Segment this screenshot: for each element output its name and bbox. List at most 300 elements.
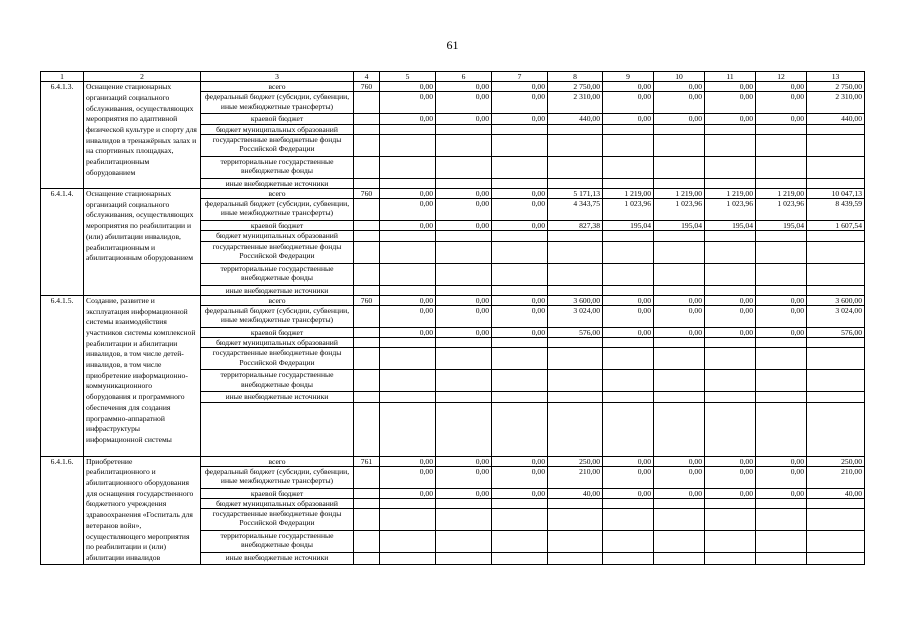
funding-source: иные внебюджетные источники [201, 178, 354, 188]
value-cell-empty [807, 134, 865, 156]
value-cell: 195,04 [654, 221, 705, 231]
value-cell: 576,00 [807, 328, 865, 338]
value-cell: 0,00 [654, 82, 705, 92]
value-cell: 1 023,96 [705, 199, 756, 221]
value-cell-empty [603, 285, 654, 295]
value-cell: 0,00 [436, 221, 492, 231]
budget-code-empty [354, 306, 380, 328]
value-cell: 1 023,96 [603, 199, 654, 221]
value-cell-empty [603, 231, 654, 241]
value-cell-empty [603, 370, 654, 392]
value-cell-empty [492, 338, 548, 348]
funding-source: бюджет муниципальных образований [201, 338, 354, 348]
budget-code-empty [354, 231, 380, 241]
value-cell-empty [705, 156, 756, 178]
value-cell-empty [705, 370, 756, 392]
value-cell-empty [654, 499, 705, 509]
value-cell: 0,00 [756, 295, 807, 305]
value-cell: 195,04 [705, 221, 756, 231]
value-cell-empty [548, 499, 603, 509]
value-cell-empty [492, 231, 548, 241]
budget-code-empty [354, 348, 380, 370]
budget-code-empty [354, 338, 380, 348]
value-cell: 0,00 [436, 466, 492, 488]
value-cell: 0,00 [756, 328, 807, 338]
value-cell: 0,00 [756, 92, 807, 114]
value-cell: 0,00 [654, 466, 705, 488]
value-cell-empty [705, 285, 756, 295]
value-cell-empty [654, 348, 705, 370]
value-cell-empty [705, 134, 756, 156]
funding-source: государственные внебюджетные фонды Российской Федерации [201, 509, 354, 531]
value-cell-empty [705, 124, 756, 134]
value-cell: 0,00 [380, 456, 436, 466]
header-cell: 1 [41, 72, 84, 82]
value-cell-empty [603, 509, 654, 531]
value-cell: 0,00 [756, 456, 807, 466]
value-cell: 0,00 [492, 82, 548, 92]
value-cell-empty [807, 348, 865, 370]
value-cell-empty [201, 402, 354, 456]
budget-code: 760 [354, 82, 380, 92]
value-cell-empty [654, 509, 705, 531]
header-cell: 8 [548, 72, 603, 82]
table-row [41, 189, 865, 199]
value-cell-empty [654, 124, 705, 134]
value-cell-empty [492, 509, 548, 531]
value-cell: 0,00 [654, 456, 705, 466]
value-cell: 0,00 [492, 488, 548, 498]
funding-source: федеральный бюджет (субсидии, субвенции, иные межбюджетные трансферты) [201, 199, 354, 221]
value-cell: 210,00 [807, 466, 865, 488]
value-cell-empty [807, 241, 865, 263]
value-cell-empty [807, 402, 865, 456]
value-cell: 2 750,00 [548, 82, 603, 92]
value-cell: 0,00 [492, 92, 548, 114]
value-cell-empty [603, 338, 654, 348]
value-cell: 0,00 [380, 189, 436, 199]
value-cell: 0,00 [436, 189, 492, 199]
value-cell: 0,00 [705, 456, 756, 466]
value-cell: 1 219,00 [654, 189, 705, 199]
value-cell: 0,00 [705, 82, 756, 92]
funding-source: краевой бюджет [201, 488, 354, 498]
value-cell-empty [380, 509, 436, 531]
value-cell-empty [380, 241, 436, 263]
value-cell: 250,00 [807, 456, 865, 466]
row-name: Приобретение реабилитационного и абилитационного оборудования для оснащения государственного бюджетного учреждения здравоохранения «Госпиталь для ветеранов войн», осуществляющего мероприятия по реабилитации и (или) абилитации инвалидов [84, 456, 201, 564]
value-cell-empty [756, 231, 807, 241]
budget-table [40, 71, 865, 565]
value-cell: 0,00 [436, 114, 492, 124]
value-cell: 1 219,00 [603, 189, 654, 199]
funding-source: иные внебюджетные источники [201, 392, 354, 402]
value-cell-empty [705, 338, 756, 348]
budget-code-empty [354, 488, 380, 498]
value-cell-empty [603, 402, 654, 456]
value-cell: 0,00 [603, 92, 654, 114]
value-cell-empty [705, 499, 756, 509]
value-cell: 0,00 [603, 488, 654, 498]
value-cell-empty [380, 124, 436, 134]
budget-code-empty [354, 241, 380, 263]
value-cell-empty [548, 392, 603, 402]
value-cell: 0,00 [492, 114, 548, 124]
value-cell-empty [380, 285, 436, 295]
value-cell: 0,00 [380, 82, 436, 92]
value-cell-empty [380, 263, 436, 285]
value-cell-empty [436, 231, 492, 241]
value-cell-empty [756, 134, 807, 156]
value-cell-empty [436, 338, 492, 348]
value-cell: 195,04 [603, 221, 654, 231]
value-cell: 0,00 [756, 306, 807, 328]
value-cell-empty [654, 338, 705, 348]
value-cell-empty [548, 402, 603, 456]
value-cell: 2 750,00 [807, 82, 865, 92]
value-cell: 0,00 [436, 306, 492, 328]
value-cell-empty [380, 231, 436, 241]
value-cell-empty [492, 156, 548, 178]
header-cell: 5 [380, 72, 436, 82]
value-cell-empty [705, 348, 756, 370]
funding-source: государственные внебюджетные фонды Российской Федерации [201, 348, 354, 370]
value-cell-empty [436, 134, 492, 156]
value-cell-empty [492, 285, 548, 295]
funding-source: всего [201, 456, 354, 466]
value-cell: 0,00 [436, 488, 492, 498]
table-row [41, 295, 865, 305]
value-cell-empty [807, 285, 865, 295]
value-cell-empty [380, 156, 436, 178]
header-row [41, 72, 865, 82]
value-cell-empty [436, 348, 492, 370]
value-cell-empty [756, 499, 807, 509]
funding-source: бюджет муниципальных образований [201, 124, 354, 134]
value-cell-empty [492, 348, 548, 370]
value-cell: 0,00 [492, 328, 548, 338]
value-cell: 0,00 [603, 114, 654, 124]
value-cell-empty [807, 231, 865, 241]
value-cell: 2 310,00 [548, 92, 603, 114]
value-cell: 0,00 [654, 488, 705, 498]
value-cell-empty [436, 402, 492, 456]
budget-code-empty [354, 392, 380, 402]
value-cell: 250,00 [548, 456, 603, 466]
value-cell: 0,00 [705, 488, 756, 498]
value-cell-empty [380, 402, 436, 456]
header-cell: 3 [201, 72, 354, 82]
value-cell-empty [492, 241, 548, 263]
value-cell: 0,00 [380, 328, 436, 338]
value-cell: 1 219,00 [705, 189, 756, 199]
funding-source: государственные внебюджетные фонды Российской Федерации [201, 241, 354, 263]
value-cell-empty [548, 124, 603, 134]
value-cell-empty [705, 402, 756, 456]
value-cell: 0,00 [380, 295, 436, 305]
header-cell: 4 [354, 72, 380, 82]
funding-source: федеральный бюджет (субсидии, субвенции, иные межбюджетные трансферты) [201, 306, 354, 328]
value-cell-empty [654, 531, 705, 553]
value-cell-empty [756, 402, 807, 456]
value-cell: 0,00 [380, 306, 436, 328]
funding-source: краевой бюджет [201, 221, 354, 231]
value-cell: 10 047,13 [807, 189, 865, 199]
budget-code-empty [354, 553, 380, 564]
header-cell: 13 [807, 72, 865, 82]
budget-code: 760 [354, 189, 380, 199]
value-cell-empty [436, 509, 492, 531]
budget-code-empty [354, 509, 380, 531]
funding-source: территориальные государственные внебюджетные фонды [201, 370, 354, 392]
value-cell-empty [436, 124, 492, 134]
value-cell-empty [654, 402, 705, 456]
value-cell-empty [705, 531, 756, 553]
budget-code-empty [354, 124, 380, 134]
value-cell: 0,00 [436, 295, 492, 305]
value-cell: 0,00 [756, 488, 807, 498]
value-cell-empty [603, 263, 654, 285]
funding-source: территориальные государственные внебюджетные фонды [201, 263, 354, 285]
value-cell-empty [548, 509, 603, 531]
value-cell-empty [380, 370, 436, 392]
value-cell-empty [548, 263, 603, 285]
value-cell-empty [603, 392, 654, 402]
value-cell: 0,00 [436, 456, 492, 466]
funding-source: всего [201, 82, 354, 92]
value-cell-empty [380, 499, 436, 509]
value-cell-empty [548, 553, 603, 564]
budget-code: 761 [354, 456, 380, 466]
value-cell-empty [705, 231, 756, 241]
header-cell: 12 [756, 72, 807, 82]
value-cell-empty [436, 241, 492, 263]
value-cell-empty [756, 338, 807, 348]
value-cell: 0,00 [705, 306, 756, 328]
funding-source: иные внебюджетные источники [201, 285, 354, 295]
header-cell: 11 [705, 72, 756, 82]
budget-code-empty [354, 199, 380, 221]
value-cell: 1 219,00 [756, 189, 807, 199]
value-cell: 0,00 [380, 114, 436, 124]
value-cell: 0,00 [603, 456, 654, 466]
funding-source: иные внебюджетные источники [201, 553, 354, 564]
value-cell-empty [807, 370, 865, 392]
value-cell-empty [756, 348, 807, 370]
value-cell: 0,00 [380, 221, 436, 231]
value-cell-empty [436, 156, 492, 178]
value-cell-empty [548, 338, 603, 348]
value-cell-empty [492, 392, 548, 402]
value-cell: 576,00 [548, 328, 603, 338]
value-cell: 0,00 [654, 328, 705, 338]
value-cell-empty [492, 263, 548, 285]
value-cell-empty [548, 178, 603, 188]
value-cell-empty [807, 263, 865, 285]
value-cell-empty [705, 178, 756, 188]
value-cell-empty [436, 499, 492, 509]
value-cell-empty [654, 263, 705, 285]
funding-source: бюджет муниципальных образований [201, 499, 354, 509]
row-name: Создание, развитие и эксплуатация информационной системы взаимодействия участников системы комплексной реабилитации и абилитации инвалидов, в том числе детей-инвалидов, в том числе приобретение информационно-коммуникационного оборудования и программного обеспечения для создания программно-аппаратной инфраструктуры информационной системы [84, 295, 201, 456]
budget-code-empty [354, 531, 380, 553]
value-cell: 0,00 [492, 456, 548, 466]
value-cell-empty [380, 348, 436, 370]
header-cell: 7 [492, 72, 548, 82]
value-cell: 0,00 [603, 295, 654, 305]
value-cell: 0,00 [756, 82, 807, 92]
value-cell: 0,00 [380, 466, 436, 488]
row-name: Оснащение стационарных организаций социального обслуживания, осуществляющих мероприятия по реабилитации и (или) абилитации инвалидов, реабилитационным и абилитационным оборудованием [84, 189, 201, 296]
budget-code-empty [354, 499, 380, 509]
value-cell-empty [756, 392, 807, 402]
budget-code-empty [354, 134, 380, 156]
value-cell-empty [492, 499, 548, 509]
value-cell-empty [807, 156, 865, 178]
value-cell-empty [548, 134, 603, 156]
value-cell: 1 607,54 [807, 221, 865, 231]
value-cell-empty [548, 348, 603, 370]
table-row [41, 82, 865, 92]
value-cell-empty [380, 531, 436, 553]
value-cell-empty [492, 370, 548, 392]
value-cell: 0,00 [492, 199, 548, 221]
value-cell-empty [807, 178, 865, 188]
value-cell-empty [654, 392, 705, 402]
value-cell-empty [436, 392, 492, 402]
funding-source: территориальные государственные внебюджетные фонды [201, 531, 354, 553]
budget-code-empty [354, 156, 380, 178]
row-code: 6.4.1.3. [41, 82, 84, 189]
value-cell-empty [492, 402, 548, 456]
value-cell-empty [654, 285, 705, 295]
value-cell-empty [756, 263, 807, 285]
value-cell-empty [492, 178, 548, 188]
value-cell: 440,00 [548, 114, 603, 124]
value-cell-empty [380, 134, 436, 156]
value-cell: 3 024,00 [548, 306, 603, 328]
value-cell: 0,00 [654, 306, 705, 328]
value-cell-empty [807, 531, 865, 553]
value-cell-empty [548, 241, 603, 263]
value-cell-empty [380, 553, 436, 564]
value-cell: 0,00 [756, 114, 807, 124]
value-cell: 0,00 [436, 82, 492, 92]
value-cell-empty [756, 553, 807, 564]
value-cell-empty [654, 134, 705, 156]
value-cell: 0,00 [380, 199, 436, 221]
value-cell: 0,00 [603, 466, 654, 488]
value-cell: 40,00 [548, 488, 603, 498]
value-cell-empty [436, 178, 492, 188]
value-cell: 0,00 [705, 328, 756, 338]
value-cell-empty [705, 241, 756, 263]
value-cell: 5 171,13 [548, 189, 603, 199]
budget-code-empty [354, 114, 380, 124]
value-cell: 0,00 [492, 306, 548, 328]
value-cell: 0,00 [492, 466, 548, 488]
value-cell-empty [654, 231, 705, 241]
value-cell-empty [380, 392, 436, 402]
value-cell: 8 439,59 [807, 199, 865, 221]
value-cell: 40,00 [807, 488, 865, 498]
value-cell: 440,00 [807, 114, 865, 124]
value-cell-empty [436, 370, 492, 392]
value-cell-empty [603, 553, 654, 564]
funding-source: всего [201, 295, 354, 305]
value-cell: 0,00 [380, 92, 436, 114]
table-row [41, 456, 865, 466]
value-cell-empty [603, 124, 654, 134]
value-cell-empty [436, 531, 492, 553]
value-cell: 0,00 [492, 295, 548, 305]
row-code: 6.4.1.6. [41, 456, 84, 564]
value-cell-empty [654, 553, 705, 564]
value-cell-empty [756, 241, 807, 263]
value-cell: 0,00 [492, 221, 548, 231]
value-cell-empty [756, 531, 807, 553]
row-code: 6.4.1.5. [41, 295, 84, 456]
value-cell-empty [436, 553, 492, 564]
value-cell: 195,04 [756, 221, 807, 231]
value-cell-empty [756, 285, 807, 295]
value-cell: 0,00 [603, 328, 654, 338]
value-cell-empty [603, 499, 654, 509]
value-cell-empty [548, 231, 603, 241]
funding-source: территориальные государственные внебюджетные фонды [201, 156, 354, 178]
value-cell: 4 343,75 [548, 199, 603, 221]
value-cell-empty [807, 553, 865, 564]
value-cell-empty [603, 531, 654, 553]
page-number: 61 [446, 38, 459, 52]
value-cell-empty [603, 156, 654, 178]
funding-source: бюджет муниципальных образований [201, 231, 354, 241]
funding-source: государственные внебюджетные фонды Российской Федерации [201, 134, 354, 156]
budget-code-empty [354, 221, 380, 231]
value-cell-empty [492, 531, 548, 553]
value-cell: 0,00 [380, 488, 436, 498]
value-cell: 0,00 [705, 466, 756, 488]
value-cell-empty [354, 402, 380, 456]
value-cell-empty [548, 156, 603, 178]
value-cell: 0,00 [436, 328, 492, 338]
value-cell-empty [654, 370, 705, 392]
value-cell-empty [705, 509, 756, 531]
header-cell: 2 [84, 72, 201, 82]
header-cell: 6 [436, 72, 492, 82]
value-cell-empty [548, 531, 603, 553]
value-cell-empty [756, 370, 807, 392]
budget-code-empty [354, 370, 380, 392]
budget-code-empty [354, 178, 380, 188]
value-cell: 1 023,96 [756, 199, 807, 221]
budget-code-empty [354, 92, 380, 114]
value-cell-empty [807, 499, 865, 509]
value-cell: 3 600,00 [807, 295, 865, 305]
budget-code-empty [354, 285, 380, 295]
value-cell-empty [436, 285, 492, 295]
value-cell: 827,38 [548, 221, 603, 231]
funding-source: краевой бюджет [201, 114, 354, 124]
funding-source: краевой бюджет [201, 328, 354, 338]
value-cell-empty [807, 509, 865, 531]
value-cell: 2 310,00 [807, 92, 865, 114]
row-name: Оснащение стационарных организаций социального обслуживания, осуществляющих мероприятия по адаптивной физической культуре и спорту для инвалидов в тренажёрных залах и на спортивных площадках, реабилитационным оборудованием [84, 82, 201, 189]
value-cell-empty [603, 178, 654, 188]
value-cell: 1 023,96 [654, 199, 705, 221]
value-cell-empty [603, 241, 654, 263]
value-cell: 0,00 [492, 189, 548, 199]
